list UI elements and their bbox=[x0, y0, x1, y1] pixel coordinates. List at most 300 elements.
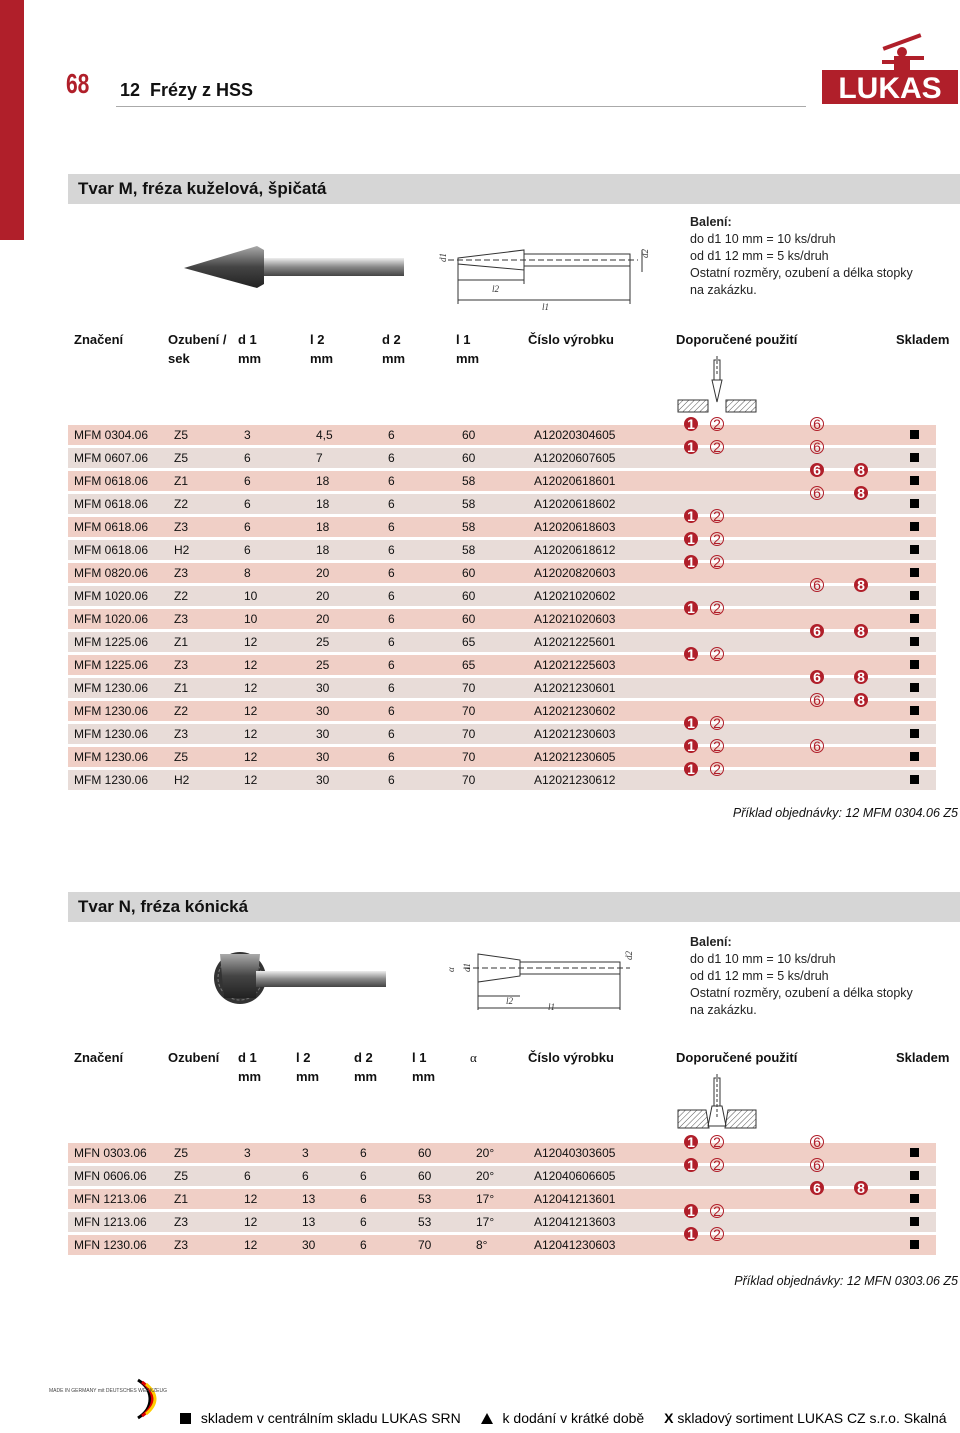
packaging-info-m bbox=[690, 214, 913, 299]
page-number: 68 bbox=[66, 68, 90, 99]
table-cell: 30 bbox=[316, 770, 388, 790]
packaging-info-n bbox=[690, 934, 913, 1019]
use-1-icon: 1 bbox=[684, 739, 698, 753]
use-2-icon: 2 bbox=[710, 417, 724, 431]
use-1-icon: 1 bbox=[684, 555, 698, 569]
use-8-icon: 8 bbox=[854, 578, 868, 592]
pack-line: Ostatní rozměry, ozubení a délka stopky bbox=[690, 266, 913, 280]
use-6-icon: 6 bbox=[810, 693, 824, 707]
table-cell: 70 bbox=[418, 1235, 476, 1255]
hdr-l1 bbox=[412, 1048, 435, 1086]
pack-line: na zakázku. bbox=[690, 1003, 757, 1017]
in-stock-square-icon bbox=[910, 614, 919, 623]
in-stock-square-icon bbox=[910, 775, 919, 784]
chapter-name: Frézy z HSS bbox=[150, 80, 254, 100]
order-example-m: Příklad objednávky: 12 MFM 0304.06 Z5 bbox=[732, 806, 958, 820]
table-cell: Z3 bbox=[174, 655, 244, 675]
table-cell: 12 bbox=[244, 655, 316, 675]
stock-cell bbox=[896, 724, 936, 744]
stock-cell bbox=[896, 701, 936, 721]
table-cell: MFM 1230.06 bbox=[68, 747, 174, 767]
table-cell: A12021230603 bbox=[534, 724, 682, 744]
use-8-icon: 8 bbox=[854, 624, 868, 638]
use-1-icon: 1 bbox=[684, 601, 698, 615]
table-cell: Z5 bbox=[174, 1166, 244, 1186]
stock-cell bbox=[896, 632, 936, 652]
hdr-stock: Skladem bbox=[896, 1050, 950, 1065]
product-table-m bbox=[68, 416, 936, 793]
l2-label: l2 bbox=[492, 284, 500, 294]
in-stock-square-icon bbox=[910, 1240, 919, 1249]
table-cell: 6 bbox=[388, 678, 462, 698]
table-row bbox=[68, 1189, 936, 1209]
stock-cell bbox=[896, 563, 936, 583]
pack-title: Balení: bbox=[690, 935, 732, 949]
table-cell: Z2 bbox=[174, 701, 244, 721]
table-cell: 6 bbox=[388, 425, 462, 445]
table-cell: 6 bbox=[360, 1235, 418, 1255]
table-cell: MFM 1230.06 bbox=[68, 770, 174, 790]
table-cell: A12021020602 bbox=[534, 586, 682, 606]
pack-title: Balení: bbox=[690, 215, 732, 229]
table-cell: 12 bbox=[244, 632, 316, 652]
table-cell: 3 bbox=[244, 425, 316, 445]
stock-cell bbox=[896, 448, 936, 468]
table-cell: 6 bbox=[244, 517, 316, 537]
table-row bbox=[68, 701, 936, 721]
application-sketch-m bbox=[676, 356, 758, 416]
use-2-icon: 2 bbox=[710, 1227, 724, 1241]
hdr-teeth-2: sek bbox=[168, 351, 190, 366]
table-row bbox=[68, 471, 936, 491]
stock-cell bbox=[896, 655, 936, 675]
in-stock-square-icon bbox=[910, 706, 919, 715]
stock-cell bbox=[896, 540, 936, 560]
table-cell: A12021225601 bbox=[534, 632, 682, 652]
table-cell: Z1 bbox=[174, 471, 244, 491]
stock-cell bbox=[896, 425, 936, 445]
made-in-germany-badge bbox=[49, 1378, 167, 1420]
legend-in-stock: skladem v centrálním skladu LUKAS SRN bbox=[200, 1410, 461, 1426]
table-cell: 60 bbox=[462, 586, 534, 606]
table-cell: MFN 0303.06 bbox=[68, 1143, 174, 1163]
table-row bbox=[68, 655, 936, 675]
table-cell: MFM 0618.06 bbox=[68, 540, 174, 560]
table-cell: 6 bbox=[388, 563, 462, 583]
table-cell: 8 bbox=[244, 563, 316, 583]
use-6-icon: 6 bbox=[810, 670, 824, 684]
table-cell: Z1 bbox=[174, 1189, 244, 1209]
use-2-icon: 2 bbox=[710, 509, 724, 523]
table-cell: A12041230603 bbox=[534, 1235, 682, 1255]
table-cell: 6 bbox=[388, 517, 462, 537]
hdr-d2-1: d 2 bbox=[382, 332, 401, 347]
in-stock-square-icon bbox=[910, 568, 919, 577]
table-cell: 20 bbox=[316, 609, 388, 629]
in-stock-square-icon bbox=[910, 637, 919, 646]
table-cell: 6 bbox=[302, 1166, 360, 1186]
table-cell: 3 bbox=[302, 1143, 360, 1163]
pack-line: do d1 10 mm = 10 ks/druh bbox=[690, 232, 836, 246]
table-cell: A12020607605 bbox=[534, 448, 682, 468]
use-6-icon: 6 bbox=[810, 578, 824, 592]
in-stock-square-icon bbox=[910, 522, 919, 531]
hdr-l1-2: mm bbox=[456, 351, 480, 366]
table-row bbox=[68, 540, 936, 560]
table-cell: 70 bbox=[462, 678, 534, 698]
stock-cell bbox=[896, 747, 936, 767]
table-cell: Z5 bbox=[174, 747, 244, 767]
table-cell: 6 bbox=[388, 747, 462, 767]
stock-cell bbox=[896, 770, 936, 790]
stock-cell bbox=[896, 1189, 936, 1209]
table-cell: MFN 1230.06 bbox=[68, 1235, 174, 1255]
hdr-d1-2: mm bbox=[238, 351, 262, 366]
table-cell: 12 bbox=[244, 1189, 302, 1209]
table-cell: 70 bbox=[462, 701, 534, 721]
hdr-designation: Značení bbox=[74, 1050, 124, 1065]
l1-label-n: l1 bbox=[548, 1002, 556, 1012]
table-cell: 6 bbox=[388, 770, 462, 790]
use-6-icon: 6 bbox=[810, 624, 824, 638]
use-8-icon: 8 bbox=[854, 670, 868, 684]
use-1-icon: 1 bbox=[684, 509, 698, 523]
hdr-d2-2: mm bbox=[354, 1069, 378, 1084]
use-1-icon: 1 bbox=[684, 1135, 698, 1149]
table-cell: 30 bbox=[302, 1235, 360, 1255]
table-cell: MFN 1213.06 bbox=[68, 1212, 174, 1232]
table-cell: 70 bbox=[462, 724, 534, 744]
use-1-icon: 1 bbox=[684, 1227, 698, 1241]
table-cell: A12020618601 bbox=[534, 471, 682, 491]
in-stock-square-icon bbox=[910, 430, 919, 439]
table-cell: A12040606605 bbox=[534, 1166, 682, 1186]
stock-cell bbox=[896, 1166, 936, 1186]
table-cell: 6 bbox=[388, 448, 462, 468]
table-row bbox=[68, 563, 936, 583]
table-cell: Z5 bbox=[174, 448, 244, 468]
table-cell: 65 bbox=[462, 655, 534, 675]
table-cell: 20 bbox=[316, 563, 388, 583]
table-cell: MFN 1213.06 bbox=[68, 1189, 174, 1209]
legend-short-delivery: k dodání v krátké době bbox=[502, 1410, 645, 1426]
table-cell: 6 bbox=[244, 540, 316, 560]
table-cell: 13 bbox=[302, 1212, 360, 1232]
table-cell: 6 bbox=[244, 448, 316, 468]
table-cell: 6 bbox=[360, 1166, 418, 1186]
pack-line: od d1 12 mm = 5 ks/druh bbox=[690, 969, 829, 983]
table-cell: 6 bbox=[360, 1143, 418, 1163]
hdr-d2 bbox=[354, 1048, 377, 1086]
use-6-icon: 6 bbox=[810, 463, 824, 477]
pack-line: na zakázku. bbox=[690, 283, 757, 297]
footer-legend bbox=[180, 1410, 953, 1426]
table-cell: A12021225603 bbox=[534, 655, 682, 675]
table-row bbox=[68, 425, 936, 445]
in-stock-square-icon bbox=[910, 729, 919, 738]
table-cell: 6 bbox=[388, 471, 462, 491]
table-cell: 17° bbox=[476, 1189, 534, 1209]
use-2-icon: 2 bbox=[710, 555, 724, 569]
table-cell: Z1 bbox=[174, 678, 244, 698]
use-1-icon: 1 bbox=[684, 1158, 698, 1172]
use-2-icon: 2 bbox=[710, 1158, 724, 1172]
pack-line: Ostatní rozměry, ozubení a délka stopky bbox=[690, 986, 913, 1000]
table-cell: 60 bbox=[462, 609, 534, 629]
table-cell: MFN 0606.06 bbox=[68, 1166, 174, 1186]
table-cell: 70 bbox=[462, 747, 534, 767]
table-cell: A12020304605 bbox=[534, 425, 682, 445]
table-cell: 6 bbox=[244, 1166, 302, 1186]
l1-label: l1 bbox=[542, 302, 550, 312]
inverted-cone-burr-photo bbox=[210, 948, 390, 1010]
stock-cell bbox=[896, 1212, 936, 1232]
table-row bbox=[68, 747, 936, 767]
table-cell: 30 bbox=[316, 724, 388, 744]
hdr-d1 bbox=[238, 330, 261, 368]
table-cell: 7 bbox=[316, 448, 388, 468]
use-6-icon: 6 bbox=[810, 1158, 824, 1172]
use-1-icon: 1 bbox=[684, 532, 698, 546]
table-cell: 20° bbox=[476, 1166, 534, 1186]
hdr-d2-2: mm bbox=[382, 351, 406, 366]
logo-text: LUKAS bbox=[838, 72, 942, 105]
table-cell: MFM 1230.06 bbox=[68, 701, 174, 721]
use-2-icon: 2 bbox=[710, 739, 724, 753]
stock-cell bbox=[896, 494, 936, 514]
hdr-l2 bbox=[296, 1048, 319, 1086]
use-2-icon: 2 bbox=[710, 440, 724, 454]
d2-label: d2 bbox=[640, 249, 650, 258]
table-row bbox=[68, 1212, 936, 1232]
table-cell: A12021230612 bbox=[534, 770, 682, 790]
table-cell: 60 bbox=[462, 563, 534, 583]
in-stock-square-icon bbox=[910, 1148, 919, 1157]
table-cell: 6 bbox=[388, 632, 462, 652]
table-cell: 3 bbox=[244, 1143, 302, 1163]
use-2-icon: 2 bbox=[710, 1204, 724, 1218]
table-cell: MFM 0618.06 bbox=[68, 471, 174, 491]
table-cell: MFM 1230.06 bbox=[68, 678, 174, 698]
table-cell: 6 bbox=[388, 540, 462, 560]
table-cell: A12040303605 bbox=[534, 1143, 682, 1163]
application-sketch-n bbox=[676, 1074, 758, 1134]
in-stock-square-icon bbox=[910, 752, 919, 761]
in-stock-square-icon bbox=[180, 1413, 191, 1424]
table-cell: 6 bbox=[388, 609, 462, 629]
table-cell: 10 bbox=[244, 609, 316, 629]
table-row bbox=[68, 632, 936, 652]
hdr-l1-2: mm bbox=[412, 1069, 436, 1084]
table-row bbox=[68, 586, 936, 606]
hdr-l1 bbox=[456, 330, 479, 368]
table-cell: 53 bbox=[418, 1212, 476, 1232]
table-cell: MFM 1225.06 bbox=[68, 655, 174, 675]
table-cell: 58 bbox=[462, 494, 534, 514]
table-cell: 12 bbox=[244, 724, 316, 744]
in-stock-square-icon bbox=[910, 499, 919, 508]
use-2-icon: 2 bbox=[710, 716, 724, 730]
in-stock-square-icon bbox=[910, 476, 919, 485]
hdr-teeth-1: Ozubení / bbox=[168, 332, 227, 347]
use-1-icon: 1 bbox=[684, 647, 698, 661]
hdr-l1-1: l 1 bbox=[456, 332, 471, 347]
table-cell: 6 bbox=[244, 471, 316, 491]
table-cell: 60 bbox=[418, 1143, 476, 1163]
use-6-icon: 6 bbox=[810, 417, 824, 431]
table-cell: 12 bbox=[244, 1212, 302, 1232]
table-cell: Z1 bbox=[174, 632, 244, 652]
table-cell: 60 bbox=[462, 425, 534, 445]
table-row bbox=[68, 770, 936, 790]
table-row bbox=[68, 1166, 936, 1186]
table-cell: 30 bbox=[316, 678, 388, 698]
table-cell: A12021020603 bbox=[534, 609, 682, 629]
table-cell: Z3 bbox=[174, 1235, 244, 1255]
table-cell: A12020820603 bbox=[534, 563, 682, 583]
lukas-logo bbox=[822, 40, 958, 106]
chapter-number: 12 bbox=[120, 80, 141, 100]
table-cell: 12 bbox=[244, 770, 316, 790]
table-cell: 6 bbox=[388, 724, 462, 744]
table-cell: A12020618603 bbox=[534, 517, 682, 537]
table-cell: MFM 0820.06 bbox=[68, 563, 174, 583]
table-cell: Z3 bbox=[174, 609, 244, 629]
use-2-icon: 2 bbox=[710, 762, 724, 776]
stock-cell bbox=[896, 678, 936, 698]
use-6-icon: 6 bbox=[810, 1135, 824, 1149]
table-cell: 20 bbox=[316, 586, 388, 606]
table-cell: A12020618602 bbox=[534, 494, 682, 514]
in-stock-square-icon bbox=[910, 591, 919, 600]
use-1-icon: 1 bbox=[684, 1204, 698, 1218]
in-stock-square-icon bbox=[910, 545, 919, 554]
table-cell: Z2 bbox=[174, 494, 244, 514]
table-cell: 6 bbox=[388, 701, 462, 721]
use-8-icon: 8 bbox=[854, 693, 868, 707]
table-cell: 70 bbox=[462, 770, 534, 790]
table-cell: A12021230602 bbox=[534, 701, 682, 721]
table-cell: 25 bbox=[316, 655, 388, 675]
section-title-n: Tvar N, fréza kónická bbox=[68, 892, 960, 922]
table-cell: MFM 1230.06 bbox=[68, 724, 174, 744]
table-cell: 60 bbox=[462, 448, 534, 468]
use-8-icon: 8 bbox=[854, 486, 868, 500]
table-cell: 65 bbox=[462, 632, 534, 652]
table-cell: 10 bbox=[244, 586, 316, 606]
use-2-icon: 2 bbox=[710, 601, 724, 615]
table-cell: 25 bbox=[316, 632, 388, 652]
alpha-label: α bbox=[446, 967, 456, 972]
use-2-icon: 2 bbox=[710, 1135, 724, 1149]
table-cell: 18 bbox=[316, 517, 388, 537]
legend-cz-stock: skladový sortiment LUKAS CZ s.r.o. Skalná bbox=[677, 1410, 947, 1426]
use-6-icon: 6 bbox=[810, 486, 824, 500]
use-1-icon: 1 bbox=[684, 440, 698, 454]
d1-label: d1 bbox=[438, 253, 448, 262]
cone-burr-drawing bbox=[428, 232, 650, 312]
hdr-d1-2: mm bbox=[238, 1069, 262, 1084]
table-cell: 6 bbox=[360, 1189, 418, 1209]
table-cell: A12041213601 bbox=[534, 1189, 682, 1209]
hdr-l1-1: l 1 bbox=[412, 1050, 427, 1065]
in-stock-square-icon bbox=[910, 660, 919, 669]
table-cell: 12 bbox=[244, 701, 316, 721]
use-2-icon: 2 bbox=[710, 647, 724, 661]
madein-text: MADE IN GERMANY mit DEUTSCHES WERKZEUG bbox=[49, 1388, 167, 1394]
hdr-d2-1: d 2 bbox=[354, 1050, 373, 1065]
use-cell bbox=[682, 1226, 896, 1255]
stock-cell bbox=[896, 586, 936, 606]
inverted-cone-burr-drawing bbox=[444, 950, 640, 1012]
table-cell: 60 bbox=[418, 1166, 476, 1186]
table-cell: 18 bbox=[316, 471, 388, 491]
table-cell: 58 bbox=[462, 471, 534, 491]
stock-cell bbox=[896, 1143, 936, 1163]
page-edge-bar bbox=[0, 0, 24, 240]
hdr-stock: Skladem bbox=[896, 332, 950, 347]
chapter-title bbox=[120, 80, 253, 101]
table-cell: 17° bbox=[476, 1212, 534, 1232]
table-cell: Z5 bbox=[174, 425, 244, 445]
in-stock-square-icon bbox=[910, 683, 919, 692]
table-cell: 4,5 bbox=[316, 425, 388, 445]
table-cell: MFM 1225.06 bbox=[68, 632, 174, 652]
table-cell: Z3 bbox=[174, 724, 244, 744]
hdr-teeth: Ozubení bbox=[168, 1050, 220, 1065]
use-1-icon: 1 bbox=[684, 716, 698, 730]
hdr-product-no: Číslo výrobku bbox=[528, 1050, 614, 1065]
product-table-n bbox=[68, 1134, 936, 1258]
hdr-l2-2: mm bbox=[296, 1069, 320, 1084]
table-cell: MFM 1020.06 bbox=[68, 609, 174, 629]
hdr-recommended-use: Doporučené použití bbox=[676, 1050, 798, 1065]
table-cell: Z5 bbox=[174, 1143, 244, 1163]
table-cell: 20° bbox=[476, 1143, 534, 1163]
table-row bbox=[68, 678, 936, 698]
hdr-d1 bbox=[238, 1048, 261, 1086]
stock-cell bbox=[896, 609, 936, 629]
hdr-teeth bbox=[168, 330, 227, 368]
table-cell: 12 bbox=[244, 678, 316, 698]
use-6-icon: 6 bbox=[810, 739, 824, 753]
use-6-icon: 6 bbox=[810, 440, 824, 454]
in-stock-square-icon bbox=[910, 453, 919, 462]
legend-x-mark: X bbox=[664, 1410, 674, 1426]
hdr-designation: Značení bbox=[74, 332, 124, 347]
table-cell: 58 bbox=[462, 517, 534, 537]
table-cell: 13 bbox=[302, 1189, 360, 1209]
table-cell: 6 bbox=[388, 586, 462, 606]
table-cell: 18 bbox=[316, 540, 388, 560]
table-cell: 6 bbox=[388, 655, 462, 675]
hdr-recommended-use: Doporučené použití bbox=[676, 332, 798, 347]
use-2-icon: 2 bbox=[710, 532, 724, 546]
section-title-m: Tvar M, fréza kuželová, špičatá bbox=[68, 174, 960, 204]
table-cell: 30 bbox=[316, 701, 388, 721]
pack-line: do d1 10 mm = 10 ks/druh bbox=[690, 952, 836, 966]
hdr-d2 bbox=[382, 330, 405, 368]
table-cell: 8° bbox=[476, 1235, 534, 1255]
table-cell: MFM 0304.06 bbox=[68, 425, 174, 445]
table-cell: 6 bbox=[360, 1212, 418, 1232]
table-cell: Z3 bbox=[174, 1212, 244, 1232]
table-cell: 58 bbox=[462, 540, 534, 560]
table-row bbox=[68, 494, 936, 514]
table-cell: H2 bbox=[174, 770, 244, 790]
table-cell: A12020618612 bbox=[534, 540, 682, 560]
hdr-l2-2: mm bbox=[310, 351, 334, 366]
